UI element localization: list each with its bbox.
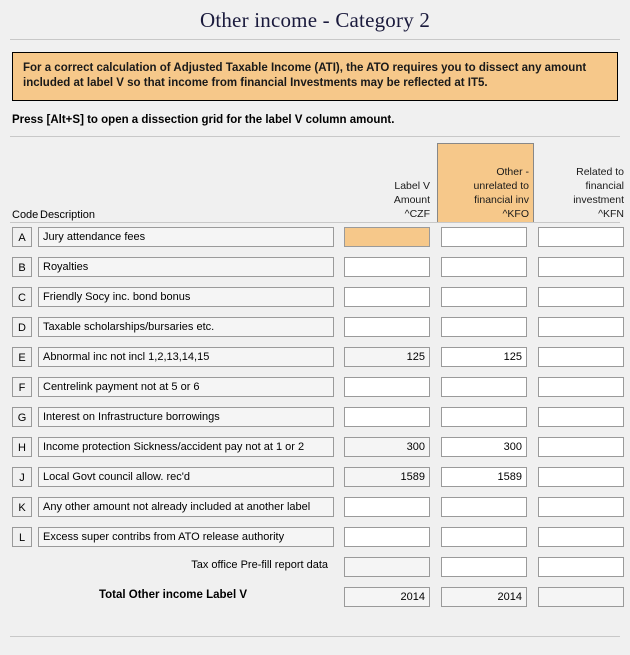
other-unrelated-amount-input[interactable] [441, 377, 527, 397]
label-v-amount-input[interactable] [344, 257, 430, 277]
label-v-header-line1: Label V [394, 180, 430, 192]
hint-divider [10, 136, 620, 137]
related-header-line2: financial [585, 180, 624, 192]
label-v-amount-input[interactable] [344, 287, 430, 307]
related-financial-amount-input[interactable] [538, 227, 624, 247]
title-divider [10, 39, 620, 40]
label-v-amount-input[interactable] [344, 377, 430, 397]
table-row [0, 405, 630, 435]
row-description: Excess super contribs from ATO release authority [38, 527, 334, 547]
row-description: Local Govt council allow. rec'd [38, 467, 334, 487]
related-financial-amount-input[interactable] [538, 377, 624, 397]
row-description: Friendly Socy inc. bond bonus [38, 287, 334, 307]
row-code: C [12, 287, 32, 307]
related-financial-amount-input[interactable] [538, 407, 624, 427]
row-code: E [12, 347, 32, 367]
dissection-grid-hint: Press [Alt+S] to open a dissection grid for the label V column amount. [12, 114, 395, 126]
row-code: L [12, 527, 32, 547]
row-code: B [12, 257, 32, 277]
other-header-line3: financial inv [474, 194, 529, 206]
row-description: Interest on Infrastructure borrowings [38, 407, 334, 427]
prefill-row [0, 555, 630, 585]
prefill-other-amount[interactable] [441, 557, 527, 577]
related-financial-amount-input[interactable] [538, 527, 624, 547]
prefill-label-v-amount[interactable] [344, 557, 430, 577]
related-header-line3: investment [573, 194, 624, 206]
label-v-header-code: ^CZF [404, 208, 430, 220]
row-code: H [12, 437, 32, 457]
income-rows [0, 225, 630, 615]
row-description: Any other amount not already included at another label [38, 497, 334, 517]
label-v-amount-input[interactable]: 125 [344, 347, 430, 367]
table-row [0, 255, 630, 285]
header-divider [10, 222, 620, 223]
table-row [0, 495, 630, 525]
label-v-amount-input[interactable] [344, 527, 430, 547]
row-code: D [12, 317, 32, 337]
related-financial-amount-input[interactable] [538, 437, 624, 457]
row-description: Abnormal inc not incl 1,2,13,14,15 [38, 347, 334, 367]
related-header-line1: Related to [576, 166, 624, 178]
row-code: K [12, 497, 32, 517]
ati-notice-banner: For a correct calculation of Adjusted Taxable Income (ATI), the ATO requires you to dissect any amount included at label V so that income from financial Investments may be reflected at IT5. [12, 52, 618, 101]
row-description: Income protection Sickness/accident pay not at 1 or 2 [38, 437, 334, 457]
row-description: Centrelink payment not at 5 or 6 [38, 377, 334, 397]
other-unrelated-amount-input[interactable] [441, 407, 527, 427]
label-v-amount-input[interactable] [344, 227, 430, 247]
other-unrelated-amount-input[interactable]: 1589 [441, 467, 527, 487]
related-financial-amount-input[interactable] [538, 287, 624, 307]
other-header-code: ^KFO [502, 208, 529, 220]
related-financial-amount-input[interactable] [538, 347, 624, 367]
other-unrelated-amount-input[interactable] [441, 317, 527, 337]
related-financial-amount-input[interactable] [538, 257, 624, 277]
table-row [0, 345, 630, 375]
table-row [0, 525, 630, 555]
table-row [0, 435, 630, 465]
table-row [0, 315, 630, 345]
other-unrelated-amount-input[interactable] [441, 287, 527, 307]
footer-divider [10, 636, 620, 637]
table-row [0, 285, 630, 315]
table-row [0, 375, 630, 405]
row-description: Taxable scholarships/bursaries etc. [38, 317, 334, 337]
related-header-code: ^KFN [598, 208, 624, 220]
other-unrelated-amount-input[interactable] [441, 497, 527, 517]
column-headers [0, 143, 630, 223]
label-v-amount-input[interactable]: 300 [344, 437, 430, 457]
related-financial-amount-input[interactable] [538, 467, 624, 487]
row-code: G [12, 407, 32, 427]
prefill-related-amount[interactable] [538, 557, 624, 577]
code-column-header: Code [12, 209, 39, 221]
label-v-amount-input[interactable]: 1589 [344, 467, 430, 487]
label-v-header-line2: Amount [393, 194, 430, 206]
total-row [0, 585, 630, 615]
label-v-amount-input[interactable] [344, 407, 430, 427]
total-related-amount [538, 587, 624, 607]
row-code: A [12, 227, 32, 247]
total-label-v-amount: 2014 [344, 587, 430, 607]
row-description: Jury attendance fees [38, 227, 334, 247]
label-v-column-header [344, 179, 430, 221]
row-code: J [12, 467, 32, 487]
total-other-amount: 2014 [441, 587, 527, 607]
other-unrelated-amount-input[interactable]: 125 [441, 347, 527, 367]
table-row [0, 465, 630, 495]
related-financial-amount-input[interactable] [538, 317, 624, 337]
other-header-line2: unrelated to [473, 180, 529, 192]
label-v-amount-input[interactable] [344, 317, 430, 337]
related-financial-amount-input[interactable] [538, 497, 624, 517]
page-title: Other income - Category 2 [199, 8, 431, 32]
other-unrelated-amount-input[interactable] [441, 527, 527, 547]
related-column-header [538, 165, 624, 221]
other-header-line1: Other - [496, 166, 529, 178]
table-row [0, 225, 630, 255]
other-unrelated-amount-input[interactable] [441, 227, 527, 247]
row-description: Royalties [38, 257, 334, 277]
prefill-label: Tax office Pre-fill report data [191, 559, 328, 571]
other-column-header [441, 165, 529, 221]
other-unrelated-amount-input[interactable] [441, 257, 527, 277]
other-unrelated-amount-input[interactable]: 300 [441, 437, 527, 457]
label-v-amount-input[interactable] [344, 497, 430, 517]
row-code: F [12, 377, 32, 397]
total-label: Total Other income Label V [98, 589, 248, 601]
description-column-header: Description [40, 209, 96, 221]
